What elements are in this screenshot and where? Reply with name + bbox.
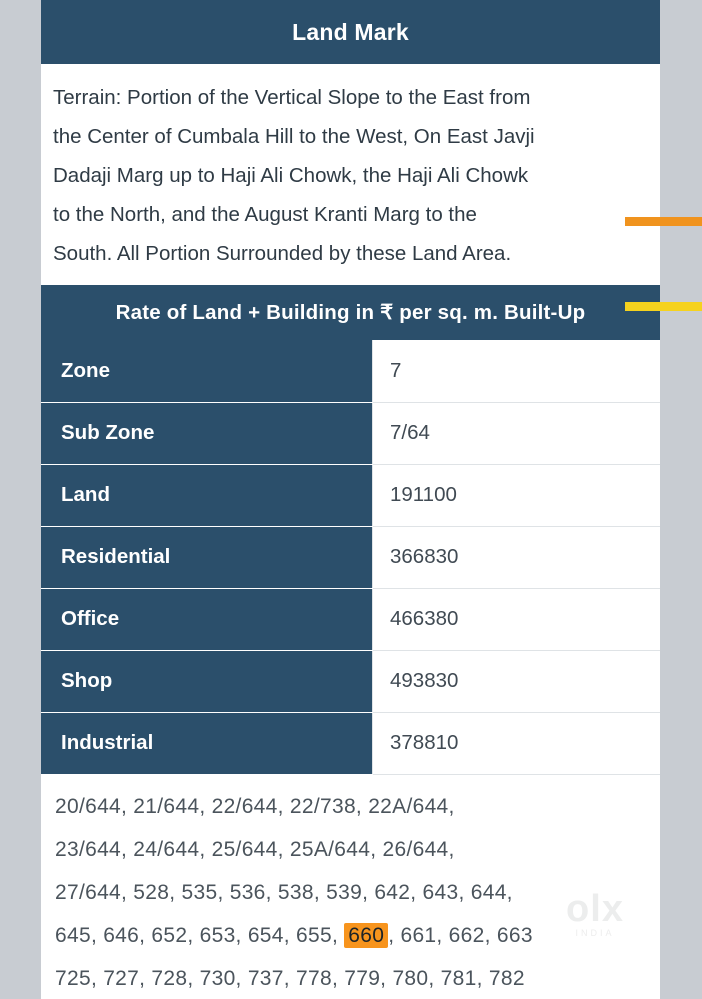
row-value: 191100 [373, 464, 661, 526]
land-mark-line-2: the Center of Cumbala Hill to the West, On East Javji [53, 125, 535, 148]
land-mark-line-1: Terrain: Portion of the Vertical Slope to the East from [53, 86, 531, 109]
row-value: 366830 [373, 526, 661, 588]
table-row [41, 588, 660, 650]
right-gutter [660, 0, 702, 999]
row-value: 7/64 [373, 402, 661, 464]
row-label: Zone [41, 340, 373, 402]
survey-number-list [41, 775, 660, 999]
land-mark-paragraph [41, 64, 660, 283]
row-label: Shop [41, 650, 373, 712]
table-row [41, 712, 660, 774]
highlighted-survey-number: 660 [344, 923, 388, 948]
survey-line-prefix: 645, 646, 652, 653, 654, 655, [55, 923, 345, 947]
row-label: Residential [41, 526, 373, 588]
rate-table-heading: Rate of Land + Building in ₹ per sq. m. Built-Up [41, 285, 660, 340]
land-mark-line-3: Dadaji Marg up to Haji Ali Chowk, the Haji Ali Chowk [53, 164, 529, 187]
land-mark-line-5: South. All Portion Surrounded by these Land Area. [53, 242, 512, 265]
survey-line: 725, 727, 728, 730, 737, 778, 779, 780, 781, 782 [55, 966, 525, 990]
survey-line: 27/644, 528, 535, 536, 538, 539, 642, 643, 644, [55, 880, 513, 904]
land-mark-line-4: to the North, and the August Kranti Marg to the [53, 203, 477, 226]
row-label: Land [41, 464, 373, 526]
survey-line: 20/644, 21/644, 22/644, 22/738, 22A/644, [55, 794, 455, 818]
row-value: 466380 [373, 588, 661, 650]
row-label: Industrial [41, 712, 373, 774]
watermark-sub-text: INDIA [575, 928, 615, 938]
table-row [41, 650, 660, 712]
left-gutter [0, 0, 41, 999]
table-row [41, 464, 660, 526]
survey-line-with-highlight [55, 914, 660, 957]
land-mark-heading: Land Mark [41, 0, 660, 64]
document-body [41, 0, 660, 999]
row-value: 378810 [373, 712, 661, 774]
row-value: 493830 [373, 650, 661, 712]
row-label: Sub Zone [41, 402, 373, 464]
row-label: Office [41, 588, 373, 650]
orange-marker-strip [625, 217, 702, 226]
survey-line-suffix: , 661, 662, 663 [388, 923, 533, 947]
survey-line: 23/644, 24/644, 25/644, 25A/644, 26/644, [55, 837, 455, 861]
table-row [41, 526, 660, 588]
table-row [41, 340, 660, 402]
watermark-main-text: olx [566, 888, 624, 930]
row-value: 7 [373, 340, 661, 402]
yellow-marker-strip [625, 302, 702, 311]
table-row [41, 402, 660, 464]
rate-table [41, 340, 660, 775]
